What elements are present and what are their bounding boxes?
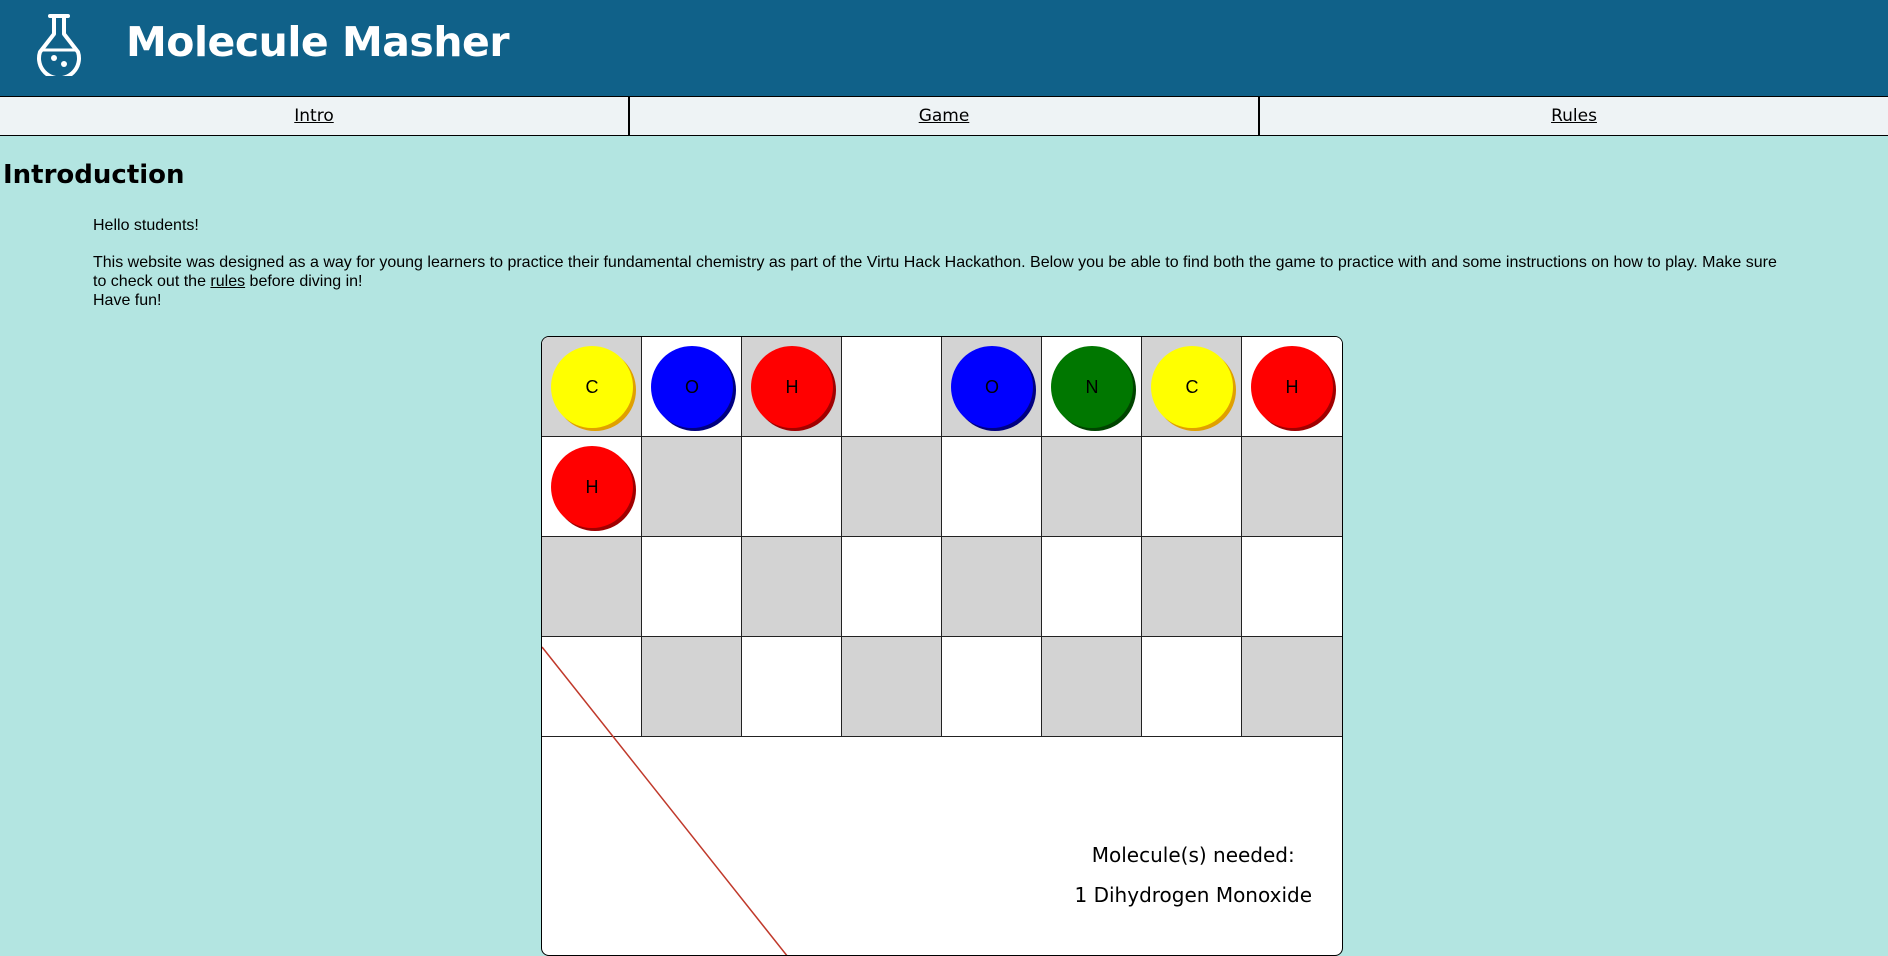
atom-h[interactable]: H	[751, 346, 833, 428]
board-cell[interactable]	[942, 437, 1042, 537]
atom-o[interactable]: O	[651, 346, 733, 428]
board-cell[interactable]	[1142, 637, 1242, 737]
app-header	[0, 0, 1888, 96]
board-cell[interactable]	[1042, 537, 1142, 637]
main-nav	[0, 96, 1888, 136]
board-cell[interactable]	[742, 337, 842, 437]
board-cell[interactable]	[542, 437, 642, 537]
tab-intro[interactable]: Intro	[294, 106, 334, 126]
needed-molecule: 1 Dihydrogen Monoxide	[1074, 883, 1312, 907]
board-cell[interactable]	[642, 637, 742, 737]
board-cell[interactable]	[1242, 437, 1342, 537]
board-cell[interactable]	[642, 537, 742, 637]
tab-game[interactable]: Game	[628, 97, 1258, 135]
board-cell[interactable]	[642, 437, 742, 537]
board-cell[interactable]	[942, 637, 1042, 737]
board-cell[interactable]	[742, 637, 842, 737]
board-cell[interactable]	[1142, 337, 1242, 437]
board-cell[interactable]	[842, 637, 942, 737]
game-board	[541, 336, 1343, 956]
description-part-2: before diving in!	[245, 273, 363, 290]
board-cell[interactable]	[642, 337, 742, 437]
section-title: Introduction	[3, 160, 185, 190]
intro-text	[93, 216, 1793, 328]
board-cell[interactable]	[942, 537, 1042, 637]
board-cell[interactable]	[842, 537, 942, 637]
board-cell[interactable]	[842, 437, 942, 537]
board-cell[interactable]	[1042, 637, 1142, 737]
flask-icon	[34, 12, 84, 76]
atom-c[interactable]: C	[1151, 346, 1233, 428]
board-cell[interactable]	[542, 337, 642, 437]
signoff-text: Have fun!	[93, 292, 162, 309]
board-cell[interactable]	[1242, 637, 1342, 737]
board-cell[interactable]	[842, 337, 942, 437]
atom-h[interactable]: H	[1251, 346, 1333, 428]
board-cell[interactable]	[742, 537, 842, 637]
rules-link[interactable]: rules	[210, 273, 246, 290]
app-title: Molecule Masher	[126, 18, 510, 66]
board-cell[interactable]	[1242, 337, 1342, 437]
needed-panel	[1075, 843, 1312, 923]
description-text	[93, 253, 1793, 310]
board-cell[interactable]	[542, 637, 642, 737]
board-cell[interactable]	[1042, 337, 1142, 437]
greeting-text: Hello students!	[93, 217, 199, 234]
board-cell[interactable]	[742, 437, 842, 537]
board-cell[interactable]	[542, 537, 642, 637]
tab-rules[interactable]: Rules	[1258, 97, 1888, 135]
board-cell[interactable]	[1242, 537, 1342, 637]
board-cell[interactable]	[1142, 437, 1242, 537]
atom-o[interactable]: O	[951, 346, 1033, 428]
atom-n[interactable]: N	[1051, 346, 1133, 428]
board-cell[interactable]	[942, 337, 1042, 437]
atom-c[interactable]: C	[551, 346, 633, 428]
needed-label: Molecule(s) needed:	[1091, 843, 1295, 867]
description-part-1: This website was designed as a way for young learners to practice their fundamental chemistry as part of the Virtu Hack Hackathon. Below you be able to find both the game to practice with and some instructions on how to play. Make sure to check out the	[93, 254, 1777, 290]
atom-h[interactable]: H	[551, 446, 633, 528]
board-cell[interactable]	[1042, 437, 1142, 537]
board-grid	[542, 337, 1342, 737]
board-cell[interactable]	[1142, 537, 1242, 637]
